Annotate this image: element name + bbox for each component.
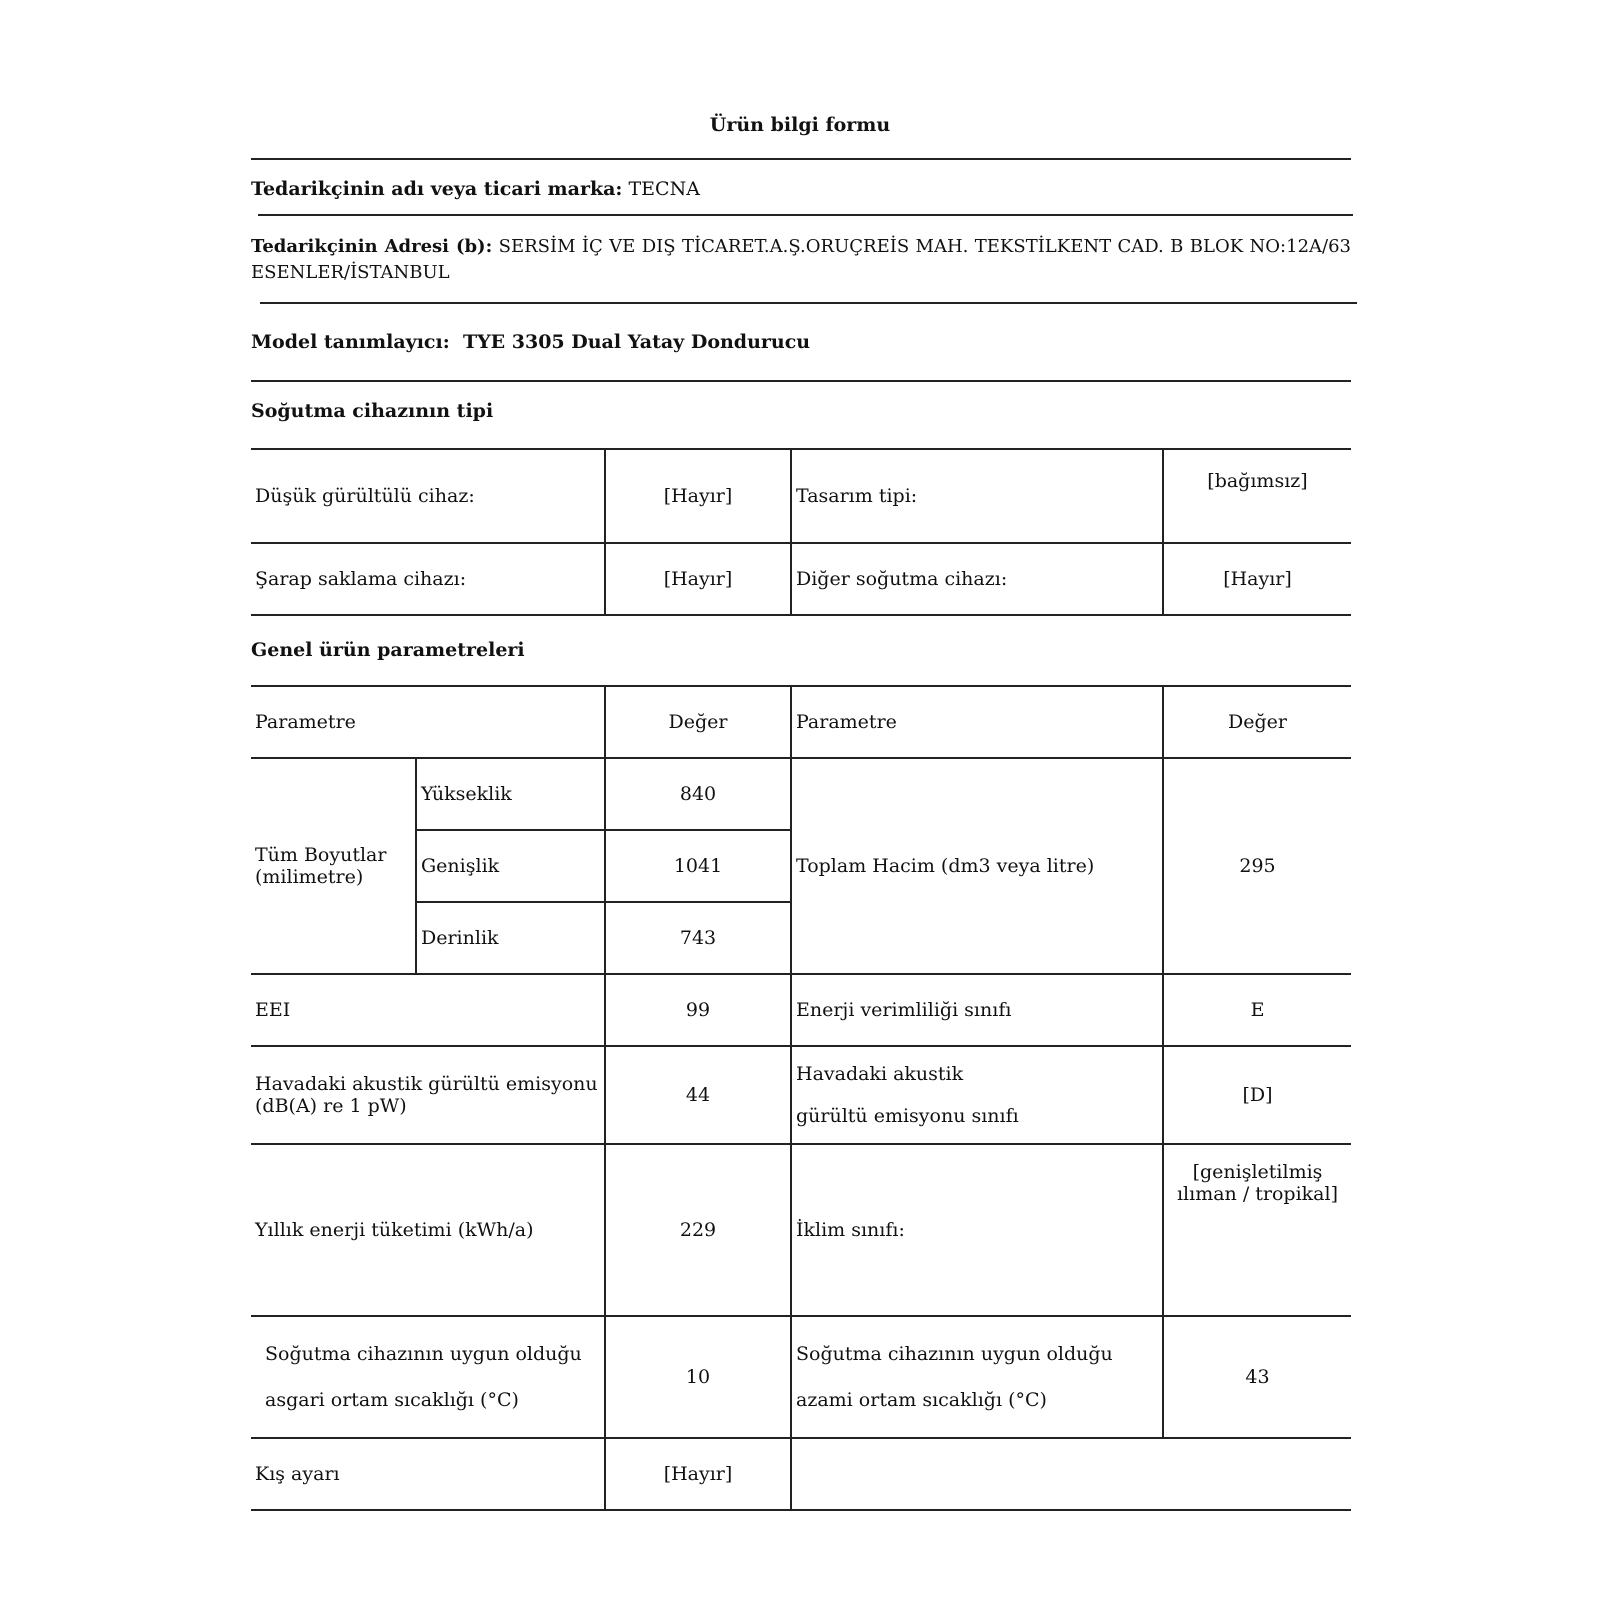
volume-label: Toplam Hacim (dm3 veya litre) bbox=[791, 758, 1163, 974]
winter-setting-value: [Hayır] bbox=[605, 1438, 791, 1510]
table-row bbox=[251, 1438, 1351, 1510]
wine-storage-label: Şarap saklama cihazı: bbox=[251, 543, 605, 615]
noise-class-label bbox=[791, 1046, 1163, 1144]
dimensions-label: Tüm Boyutlar (milimetre) bbox=[251, 758, 416, 974]
noise-class-value: [D] bbox=[1163, 1046, 1351, 1144]
eei-label: EEI bbox=[251, 974, 605, 1046]
supplier-address-value: SERSİM İÇ VE DIŞ TİCARET.A.Ş.ORUÇREİS MAH. TEKSTİLKENT CAD. B BLOK NO:12A/63 ESENLER/İSTANBUL bbox=[251, 236, 1351, 283]
climate-class-value: [genişletilmiş ılıman / tropikal] bbox=[1163, 1144, 1351, 1316]
noise-emission-label: Havadaki akustik gürültü emisyonu (dB(A) re 1 pW) bbox=[251, 1046, 605, 1144]
divider bbox=[251, 380, 1351, 382]
noise-class-label-line2: gürültü emisyonu sınıfı bbox=[796, 1105, 1019, 1127]
height-value: 840 bbox=[605, 758, 791, 830]
wine-storage-value: [Hayır] bbox=[605, 543, 791, 615]
width-value: 1041 bbox=[605, 830, 791, 902]
low-noise-value: [Hayır] bbox=[605, 449, 791, 543]
supplier-address-label: Tedarikçinin Adresi (b): bbox=[251, 236, 493, 257]
supplier-name-line bbox=[251, 178, 700, 200]
min-temp-label-line2: asgari ortam sıcaklığı (°C) bbox=[265, 1389, 519, 1411]
other-appliance-value: [Hayır] bbox=[1163, 543, 1351, 615]
climate-class-label: İklim sınıfı: bbox=[791, 1144, 1163, 1316]
model-line bbox=[251, 331, 810, 353]
annual-energy-label: Yıllık enerji tüketimi (kWh/a) bbox=[251, 1144, 605, 1316]
divider bbox=[251, 158, 1351, 160]
design-type-label: Tasarım tipi: bbox=[791, 449, 1163, 543]
max-temp-value: 43 bbox=[1163, 1316, 1351, 1438]
annual-energy-value: 229 bbox=[605, 1144, 791, 1316]
divider bbox=[258, 214, 1353, 216]
eei-value: 99 bbox=[605, 974, 791, 1046]
model-value: TYE 3305 Dual Yatay Dondurucu bbox=[462, 331, 811, 353]
supplier-name-label: Tedarikçinin adı veya ticari marka: bbox=[251, 178, 623, 200]
type-section-heading: Soğutma cihazının tipi bbox=[251, 400, 494, 422]
divider bbox=[260, 302, 1357, 304]
table-row bbox=[251, 1144, 1351, 1316]
depth-label: Derinlik bbox=[416, 902, 605, 974]
volume-value: 295 bbox=[1163, 758, 1351, 974]
design-type-value: [bağımsız] bbox=[1163, 449, 1351, 543]
header-value-2: Değer bbox=[1163, 686, 1351, 758]
table-row bbox=[251, 974, 1351, 1046]
energy-class-label: Enerji verimliliği sınıfı bbox=[791, 974, 1163, 1046]
min-temp-label-line1: Soğutma cihazının uygun olduğu bbox=[265, 1343, 582, 1365]
other-appliance-label: Diğer soğutma cihazı: bbox=[791, 543, 1163, 615]
header-parameter-2: Parametre bbox=[791, 686, 1163, 758]
table-header-row bbox=[251, 686, 1351, 758]
winter-setting-label: Kış ayarı bbox=[251, 1438, 605, 1510]
min-temp-label bbox=[251, 1316, 605, 1438]
max-temp-label-line2: azami ortam sıcaklığı (°C) bbox=[796, 1389, 1047, 1411]
max-temp-label-line1: Soğutma cihazının uygun olduğu bbox=[796, 1343, 1113, 1365]
empty-cell bbox=[791, 1438, 1351, 1510]
low-noise-label: Düşük gürültülü cihaz: bbox=[251, 449, 605, 543]
supplier-address bbox=[251, 234, 1351, 286]
supplier-name-value: TECNA bbox=[628, 178, 700, 200]
parameters-table bbox=[251, 685, 1351, 1511]
model-label: Model tanımlayıcı: bbox=[251, 331, 450, 353]
energy-class-value: E bbox=[1163, 974, 1351, 1046]
table-row bbox=[251, 1316, 1351, 1438]
table-row bbox=[251, 1046, 1351, 1144]
width-label: Genişlik bbox=[416, 830, 605, 902]
noise-emission-value: 44 bbox=[605, 1046, 791, 1144]
depth-value: 743 bbox=[605, 902, 791, 974]
appliance-type-table bbox=[251, 448, 1351, 616]
max-temp-label bbox=[791, 1316, 1163, 1438]
table-row bbox=[251, 758, 1351, 830]
min-temp-value: 10 bbox=[605, 1316, 791, 1438]
table-row bbox=[251, 543, 1351, 615]
noise-class-label-line1: Havadaki akustik bbox=[796, 1063, 964, 1085]
header-value: Değer bbox=[605, 686, 791, 758]
height-label: Yükseklik bbox=[416, 758, 605, 830]
table-row bbox=[251, 449, 1351, 543]
header-parameter: Parametre bbox=[251, 686, 605, 758]
params-section-heading: Genel ürün parametreleri bbox=[251, 639, 525, 661]
document-title: Ürün bilgi formu bbox=[709, 114, 891, 136]
